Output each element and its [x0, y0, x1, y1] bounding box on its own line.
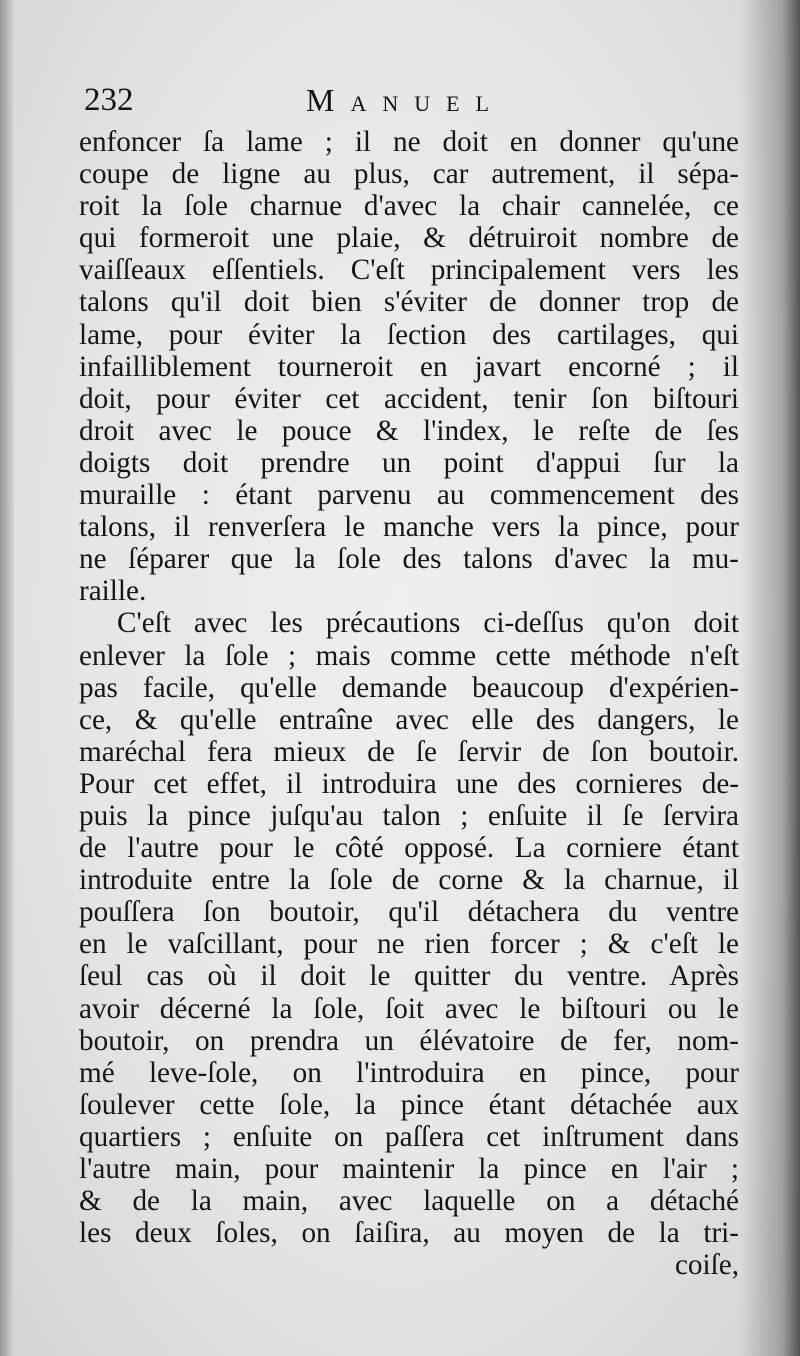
text-line: doit, pour éviter cet accident, tenir ſon biſtouri [79, 382, 739, 415]
body-text [79, 126, 739, 1281]
text-line: talons, il renverſera le manche vers la pince, pour [79, 511, 739, 544]
text-line: l'autre main, pour maintenir la pince en l'air ; [79, 1153, 739, 1185]
text-line: infailliblement tourneroit en javart encorné ; il [79, 350, 739, 383]
paragraph-2 [79, 607, 739, 1249]
paragraph-1 [79, 126, 739, 607]
text-line: maréchal fera mieux de ſe ſervir de ſon boutoir. [79, 735, 739, 768]
text-line: boutoir, on prendra un élévatoire de fer, nom- [79, 1024, 739, 1057]
text-line: vaiſſeaux eſſentiels. C'eſt principalement vers les [79, 254, 739, 287]
text-line: de l'autre pour le côté opposé. La corniere étant [79, 832, 739, 865]
text-line: ce, & qu'elle entraîne avec elle des dangers, le [79, 703, 739, 736]
text-line: roit la ſole charnue d'avec la chair cannelée, ce [79, 190, 739, 223]
text-line: ſeul cas où il doit le quitter du ventre. Après [79, 960, 739, 993]
text-line: qui formeroit une plaie, & détruiroit nombre de [79, 222, 739, 255]
running-head [84, 78, 744, 122]
text-line: doigts doit prendre un point d'appui ſur la [79, 446, 739, 479]
text-line: pas facile, qu'elle demande beaucoup d'expérien- [79, 671, 739, 704]
text-line: les deux ſoles, on ſaiſira, au moyen de la tri- [79, 1217, 739, 1250]
page-number: 232 [84, 82, 134, 118]
page-gutter-shadow [0, 0, 14, 1356]
text-line: raille. [79, 575, 147, 608]
text-line: puis la pince juſqu'au talon ; enſuite il ſe ſervira [79, 799, 739, 832]
catchword: coiſe, [674, 1249, 739, 1282]
text-line: muraille : étant parvenu au commencement des [79, 479, 739, 512]
text-line: coupe de ligne au plus, car autrement, il sépa- [79, 158, 739, 191]
running-title: Manuel [306, 82, 505, 118]
text-line: ne ſéparer que la ſole des talons d'avec la mu- [79, 543, 739, 576]
text-line: & de la main, avec laquelle on a détaché [79, 1185, 739, 1218]
text-line: talons qu'il doit bien s'éviter de donner trop de [79, 286, 739, 319]
text-line: enfoncer ſa lame ; il ne doit en donner qu'une [79, 126, 739, 158]
text-line: avoir décerné la ſole, ſoit avec le biſtouri ou le [79, 992, 739, 1025]
text-line: mé leve-ſole, on l'introduira en pince, pour [79, 1056, 739, 1089]
text-line: pouſſera ſon boutoir, qu'il détachera du ventre [79, 896, 739, 929]
text-line: droit avec le pouce & l'index, le reſte de ſes [79, 414, 739, 447]
page-edge-shadow [740, 0, 800, 1356]
text-line: lame, pour éviter la ſection des cartilages, qui [79, 318, 739, 351]
text-line: enlever la ſole ; mais comme cette méthode n'eſt [79, 639, 739, 672]
text-line: introduite entre la ſole de corne & la charnue, il [79, 864, 739, 897]
text-line: ſoulever cette ſole, la pince étant détachée aux [79, 1088, 739, 1121]
text-line: en le vaſcillant, pour ne rien forcer ; & c'eſt le [79, 928, 739, 961]
text-line: Pour cet effet, il introduira une des cornieres de- [79, 767, 739, 800]
text-line: quartiers ; enſuite on paſſera cet inſtrument dans [79, 1120, 739, 1153]
text-line: C'eſt avec les précautions ci-deſſus qu'on doit [117, 607, 739, 640]
